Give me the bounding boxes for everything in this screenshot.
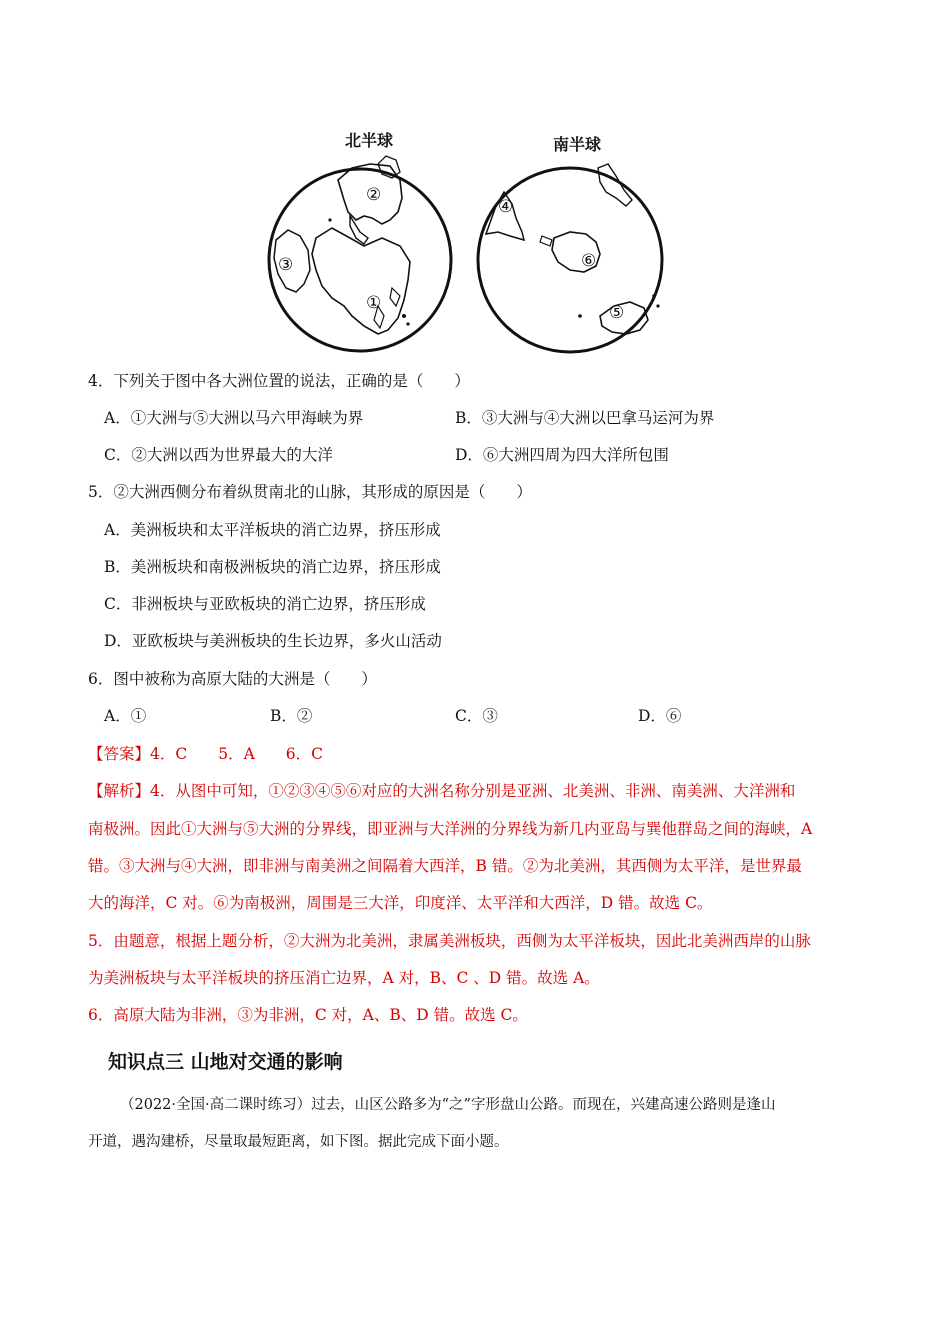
- analysis-line-4: 大的海洋，C 对。⑥为南极洲，周围是三大洋，印度洋、太平洋和大西洋，D 错。故选 C。: [88, 894, 713, 912]
- marker-6: ⑥: [581, 251, 597, 271]
- q6-option-d: D．⑥: [638, 707, 682, 725]
- q4-option-b: B．③大洲与④大洲以巴拿马运河为界: [455, 409, 715, 427]
- marker-1: ①: [366, 293, 382, 313]
- q6-stem: 6．图中被称为高原大陆的大洲是（ ）: [88, 670, 377, 688]
- answer-label: 【答案】: [88, 745, 151, 763]
- analysis-line-5: 5．由题意，根据上题分析，②大洲为北美洲，隶属美洲板块，西侧为太平洋板块，因此北美洲西岸的山脉: [88, 932, 811, 950]
- analysis-line-3: 错。③大洲与④大洲，即非洲与南美洲之间隔着大西洋，B 错。②为北美洲，其西侧为太平洋，是世界最: [88, 857, 802, 875]
- north-hemisphere-label: 北半球: [345, 131, 394, 150]
- section-title: 知识点三 山地对交通的影响: [108, 1051, 343, 1073]
- hemisphere-figure: [260, 120, 690, 360]
- q4-option-a: A．①大洲与⑤大洲以马六甲海峡为界: [104, 409, 364, 427]
- q6-option-a: A．①: [104, 707, 147, 725]
- analysis-line-1: [88, 780, 795, 802]
- q5-option-c: C．非洲板块与亚欧板块的消亡边界，挤压形成: [104, 595, 426, 613]
- analysis-label: 【解析】: [88, 782, 151, 800]
- hemisphere-map-svg: [260, 120, 690, 360]
- intro-line-2: 开道，遇沟建桥，尽量取最短距离，如下图。据此完成下面小题。: [88, 1134, 509, 1150]
- eurasia-shape: [312, 228, 410, 334]
- analysis-line-7: 6．高原大陆为非洲，③为非洲，C 对，A、B、D 错。故选 C。: [88, 1006, 528, 1024]
- q5-option-b: B．美洲板块和南极洲板块的消亡边界，挤压形成: [104, 558, 441, 576]
- marker-2: ②: [366, 185, 382, 205]
- answer-text: 4．C 5．A 6．C: [150, 745, 324, 763]
- intro-line-1: （2022·全国·高二课时练习）过去，山区公路多为“之”字形盘山公路。而现在，兴建高速公路则是逢山: [120, 1097, 776, 1113]
- q5-option-d: D．亚欧板块与美洲板块的生长边界，多火山活动: [104, 632, 442, 650]
- marker-5: ⑤: [609, 303, 625, 323]
- q6-option-b: B．②: [270, 707, 313, 725]
- q4-option-d: D．⑥大洲四周为四大洋所包围: [455, 446, 669, 464]
- q4-option-c: C．②大洲以西为世界最大的大洋: [104, 446, 333, 464]
- q5-option-a: A．美洲板块和太平洋板块的消亡边界，挤压形成: [104, 521, 441, 539]
- marker-3: ③: [278, 255, 294, 275]
- analysis-text-1: 4．从图中可知，①②③④⑤⑥对应的大洲名称分别是亚洲、北美洲、非洲、南美洲、大洋洲和: [150, 782, 796, 800]
- analysis-line-6: 为美洲板块与太平洋板块的挤压消亡边界，A 对，B、C 、D 错。故选 A。: [88, 969, 600, 987]
- q6-option-c: C．③: [455, 707, 498, 725]
- answer-line: [88, 743, 323, 765]
- q5-stem: 5．②大洲西侧分布着纵贯南北的山脉，其形成的原因是（ ）: [88, 483, 532, 501]
- marker-4: ④: [498, 197, 514, 217]
- analysis-line-2: 南极洲。因此①大洲与⑤大洲的分界线，即亚洲与大洋洲的分界线为新几内亚岛与巽他群岛之间的海峡，A: [88, 820, 813, 838]
- q4-stem: 4．下列关于图中各大洲位置的说法，正确的是（ ）: [88, 372, 470, 390]
- south-hemisphere-label: 南半球: [553, 135, 602, 154]
